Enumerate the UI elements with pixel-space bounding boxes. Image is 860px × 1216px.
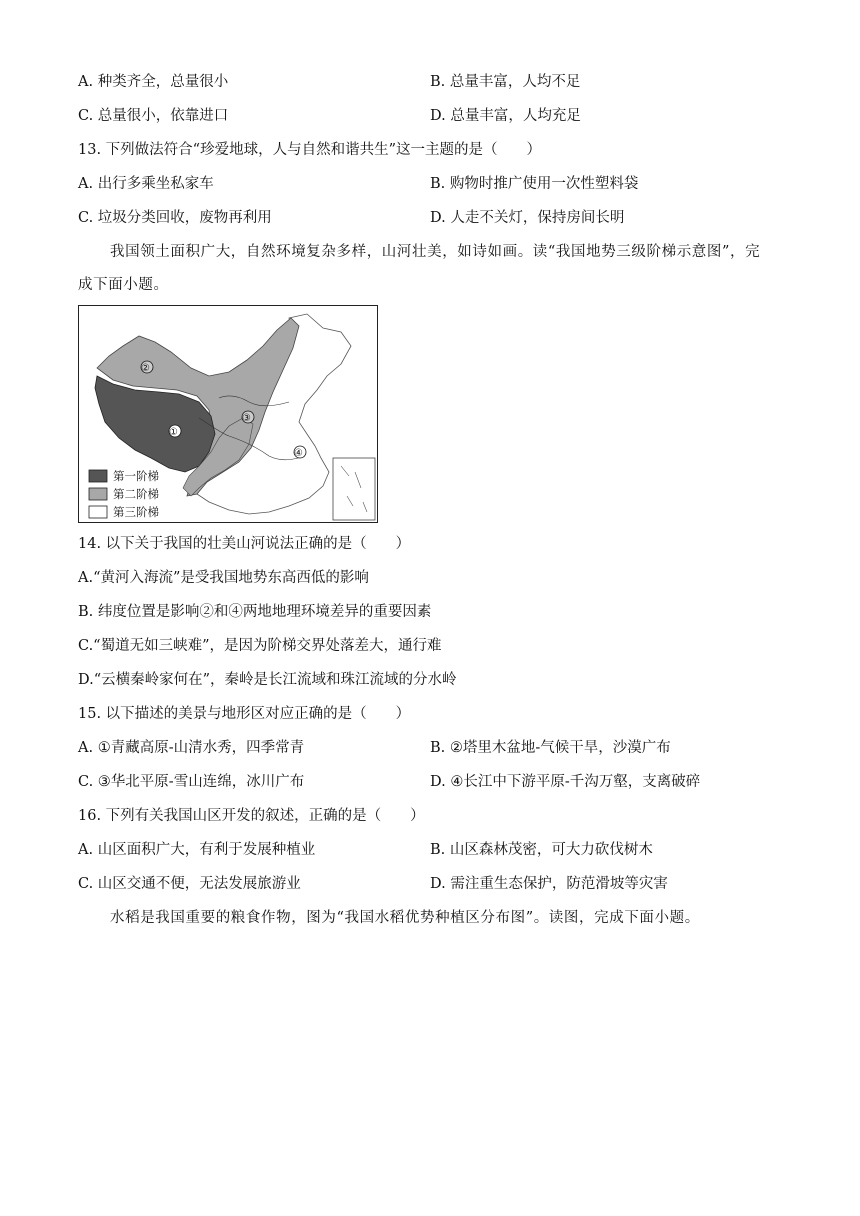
legend-label-step1: 第一阶梯 xyxy=(113,469,159,483)
q16-option-c: C. 山区交通不便，无法发展旅游业 xyxy=(78,876,301,892)
map-label-3: ③ xyxy=(242,413,251,424)
q13-option-c: C. 垃圾分类回收，废物再利用 xyxy=(78,210,272,226)
china-map-svg xyxy=(79,306,377,522)
q15-option-b: B. ②塔里木盆地-气候干旱，沙漠广布 xyxy=(430,740,671,756)
q12-option-c: C. 总量很小，依靠进口 xyxy=(78,108,229,124)
q15-option-a: A. ①青藏高原-山清水秀，四季常青 xyxy=(78,740,305,756)
legend-swatch-step3 xyxy=(89,506,107,518)
q15-option-c: C. ③华北平原-雪山连绵，冰川广布 xyxy=(78,774,305,790)
q16-option-b: B. 山区森林茂密，可大力砍伐树木 xyxy=(430,842,653,858)
q15-option-d: D. ④长江中下游平原-千沟万壑，支离破碎 xyxy=(430,774,701,790)
q14-stem: 14. 以下关于我国的壮美山河说法正确的是（ ） xyxy=(78,536,411,552)
q12-option-d: D. 总量丰富，人均充足 xyxy=(430,108,581,124)
map-label-4: ④ xyxy=(294,448,303,459)
q16-option-d: D. 需注重生态保护，防范滑坡等灾害 xyxy=(430,876,668,892)
q13-option-a: A. 出行多乘坐私家车 xyxy=(78,176,214,192)
terrain-steps-map xyxy=(78,305,378,523)
q14-option-a: A.“黄河入海流”是受我国地势东高西低的影响 xyxy=(78,570,369,586)
legend-label-step2: 第二阶梯 xyxy=(113,487,159,501)
south-china-sea-inset xyxy=(333,458,375,520)
intro-paragraph-1-line1: 我国领土面积广大，自然环境复杂多样，山河壮美，如诗如画。读“我国地势三级阶梯示意图”，完 xyxy=(110,244,761,260)
q14-option-b: B. 纬度位置是影响②和④两地地理环境差异的重要因素 xyxy=(78,604,432,620)
q16-stem: 16. 下列有关我国山区开发的叙述，正确的是（ ） xyxy=(78,808,425,824)
legend-label-step3: 第三阶梯 xyxy=(113,505,159,519)
q13-option-b: B. 购物时推广使用一次性塑料袋 xyxy=(430,176,639,192)
map-label-1: ① xyxy=(169,427,178,438)
q13-option-d: D. 人走不关灯，保持房间长明 xyxy=(430,210,625,226)
q14-option-c: C.“蜀道无如三峡难”，是因为阶梯交界处落差大，通行难 xyxy=(78,638,442,654)
q12-option-b: B. 总量丰富，人均不足 xyxy=(430,74,581,90)
q13-stem: 13. 下列做法符合“珍爱地球，人与自然和谐共生”这一主题的是（ ） xyxy=(78,142,541,158)
q15-stem: 15. 以下描述的美景与地形区对应正确的是（ ） xyxy=(78,706,411,722)
q16-option-a: A. 山区面积广大，有利于发展种植业 xyxy=(78,842,316,858)
legend-swatch-step1 xyxy=(89,470,107,482)
legend-swatch-step2 xyxy=(89,488,107,500)
q14-option-d: D.“云横秦岭家何在”，秦岭是长江流域和珠江流域的分水岭 xyxy=(78,672,457,688)
q12-option-a: A. 种类齐全，总量很小 xyxy=(78,74,229,90)
intro-paragraph-2: 水稻是我国重要的粮食作物，图为“我国水稻优势种植区分布图”。读图，完成下面小题。 xyxy=(110,910,700,926)
map-label-2: ② xyxy=(141,363,150,374)
intro-paragraph-1-line2: 成下面小题。 xyxy=(78,277,169,293)
